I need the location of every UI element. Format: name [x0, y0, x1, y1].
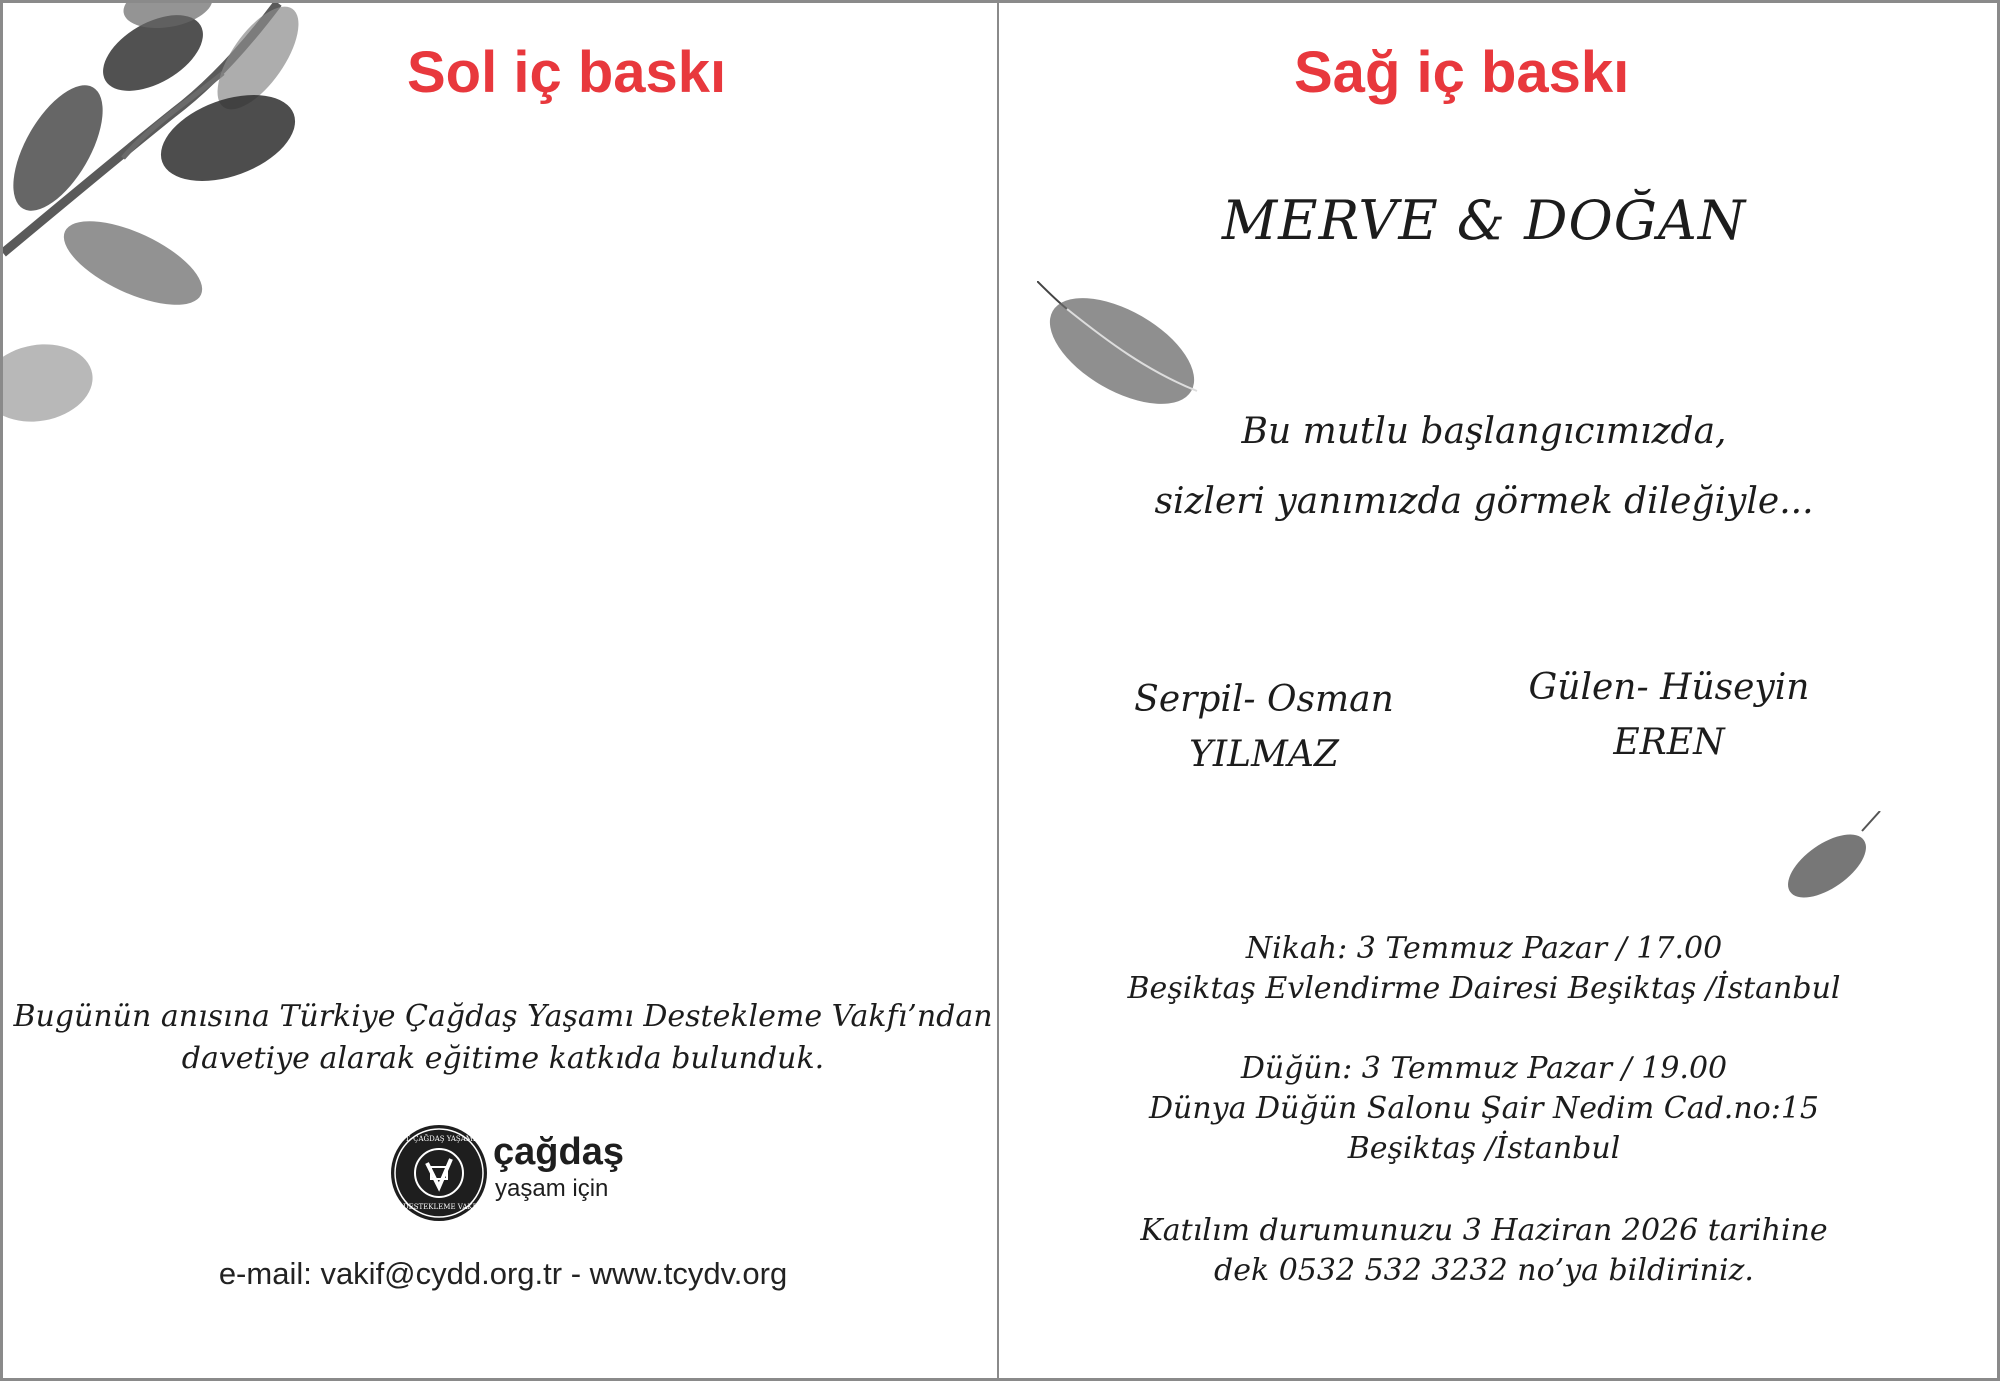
groom-family-last: EREN	[1613, 722, 1725, 763]
left-page-heading: Sol iç baskı	[407, 40, 727, 105]
seal-ring-bottom: DESTEKLEME VAKFI	[403, 1203, 481, 1211]
seal-ring-top: T. ÇAĞDAŞ YAŞAMI	[405, 1135, 476, 1143]
right-inner-page	[997, 0, 2000, 1381]
couple-names: MERVE & DOĞAN	[1221, 189, 1747, 252]
bride-family-last: YILMAZ	[1189, 734, 1339, 775]
dugun-line-2: Dünya Düğün Salonu Şair Nedim Cad.no:15	[1148, 1091, 1820, 1126]
right-page-heading: Sağ iç baskı	[1294, 40, 1630, 105]
dedication-line-1: Bugünün anısına Türkiye Çağdaş Yaşamı Destekleme Vakfı’ndan	[13, 999, 993, 1034]
rsvp-line-1: Katılım durumunuzu 3 Haziran 2026 tarihine	[1140, 1213, 1828, 1248]
contact-line: e-mail: vakif@cydd.org.tr - www.tcydv.org	[218, 1256, 788, 1291]
bride-family-first: Serpil- Osman	[1134, 679, 1394, 720]
message-line-1: Bu mutlu başlangıcımızda,	[1241, 411, 1727, 452]
logo-word-sub: yaşam için	[495, 1175, 609, 1202]
logo-word-main: çağdaş	[493, 1131, 624, 1173]
dugun-line-3: Beşiktaş /İstanbul	[1347, 1131, 1621, 1166]
cydd-seal	[391, 1125, 487, 1221]
falling-leaf-illustration	[1037, 281, 1217, 411]
groom-family-first: Gülen- Hüseyin	[1528, 667, 1810, 708]
dedication-line-2: davetiye alarak eğitime katkıda bulunduk.	[181, 1041, 825, 1076]
small-leaf-illustration	[1782, 811, 1882, 901]
rsvp-line-2: dek 0532 532 3232 no’ya bildiriniz.	[1214, 1253, 1754, 1288]
dugun-line-1: Düğün: 3 Temmuz Pazar / 19.00	[1240, 1051, 1728, 1086]
nikah-line-2: Beşiktaş Evlendirme Dairesi Beşiktaş /İstanbul	[1127, 971, 1841, 1006]
watercolor-branch-illustration	[3, 3, 383, 443]
nikah-line-1: Nikah: 3 Temmuz Pazar / 17.00	[1245, 931, 1723, 966]
message-line-2: sizleri yanımızda görmek dileğiyle...	[1154, 481, 1814, 522]
cydd-logo	[391, 1125, 631, 1225]
